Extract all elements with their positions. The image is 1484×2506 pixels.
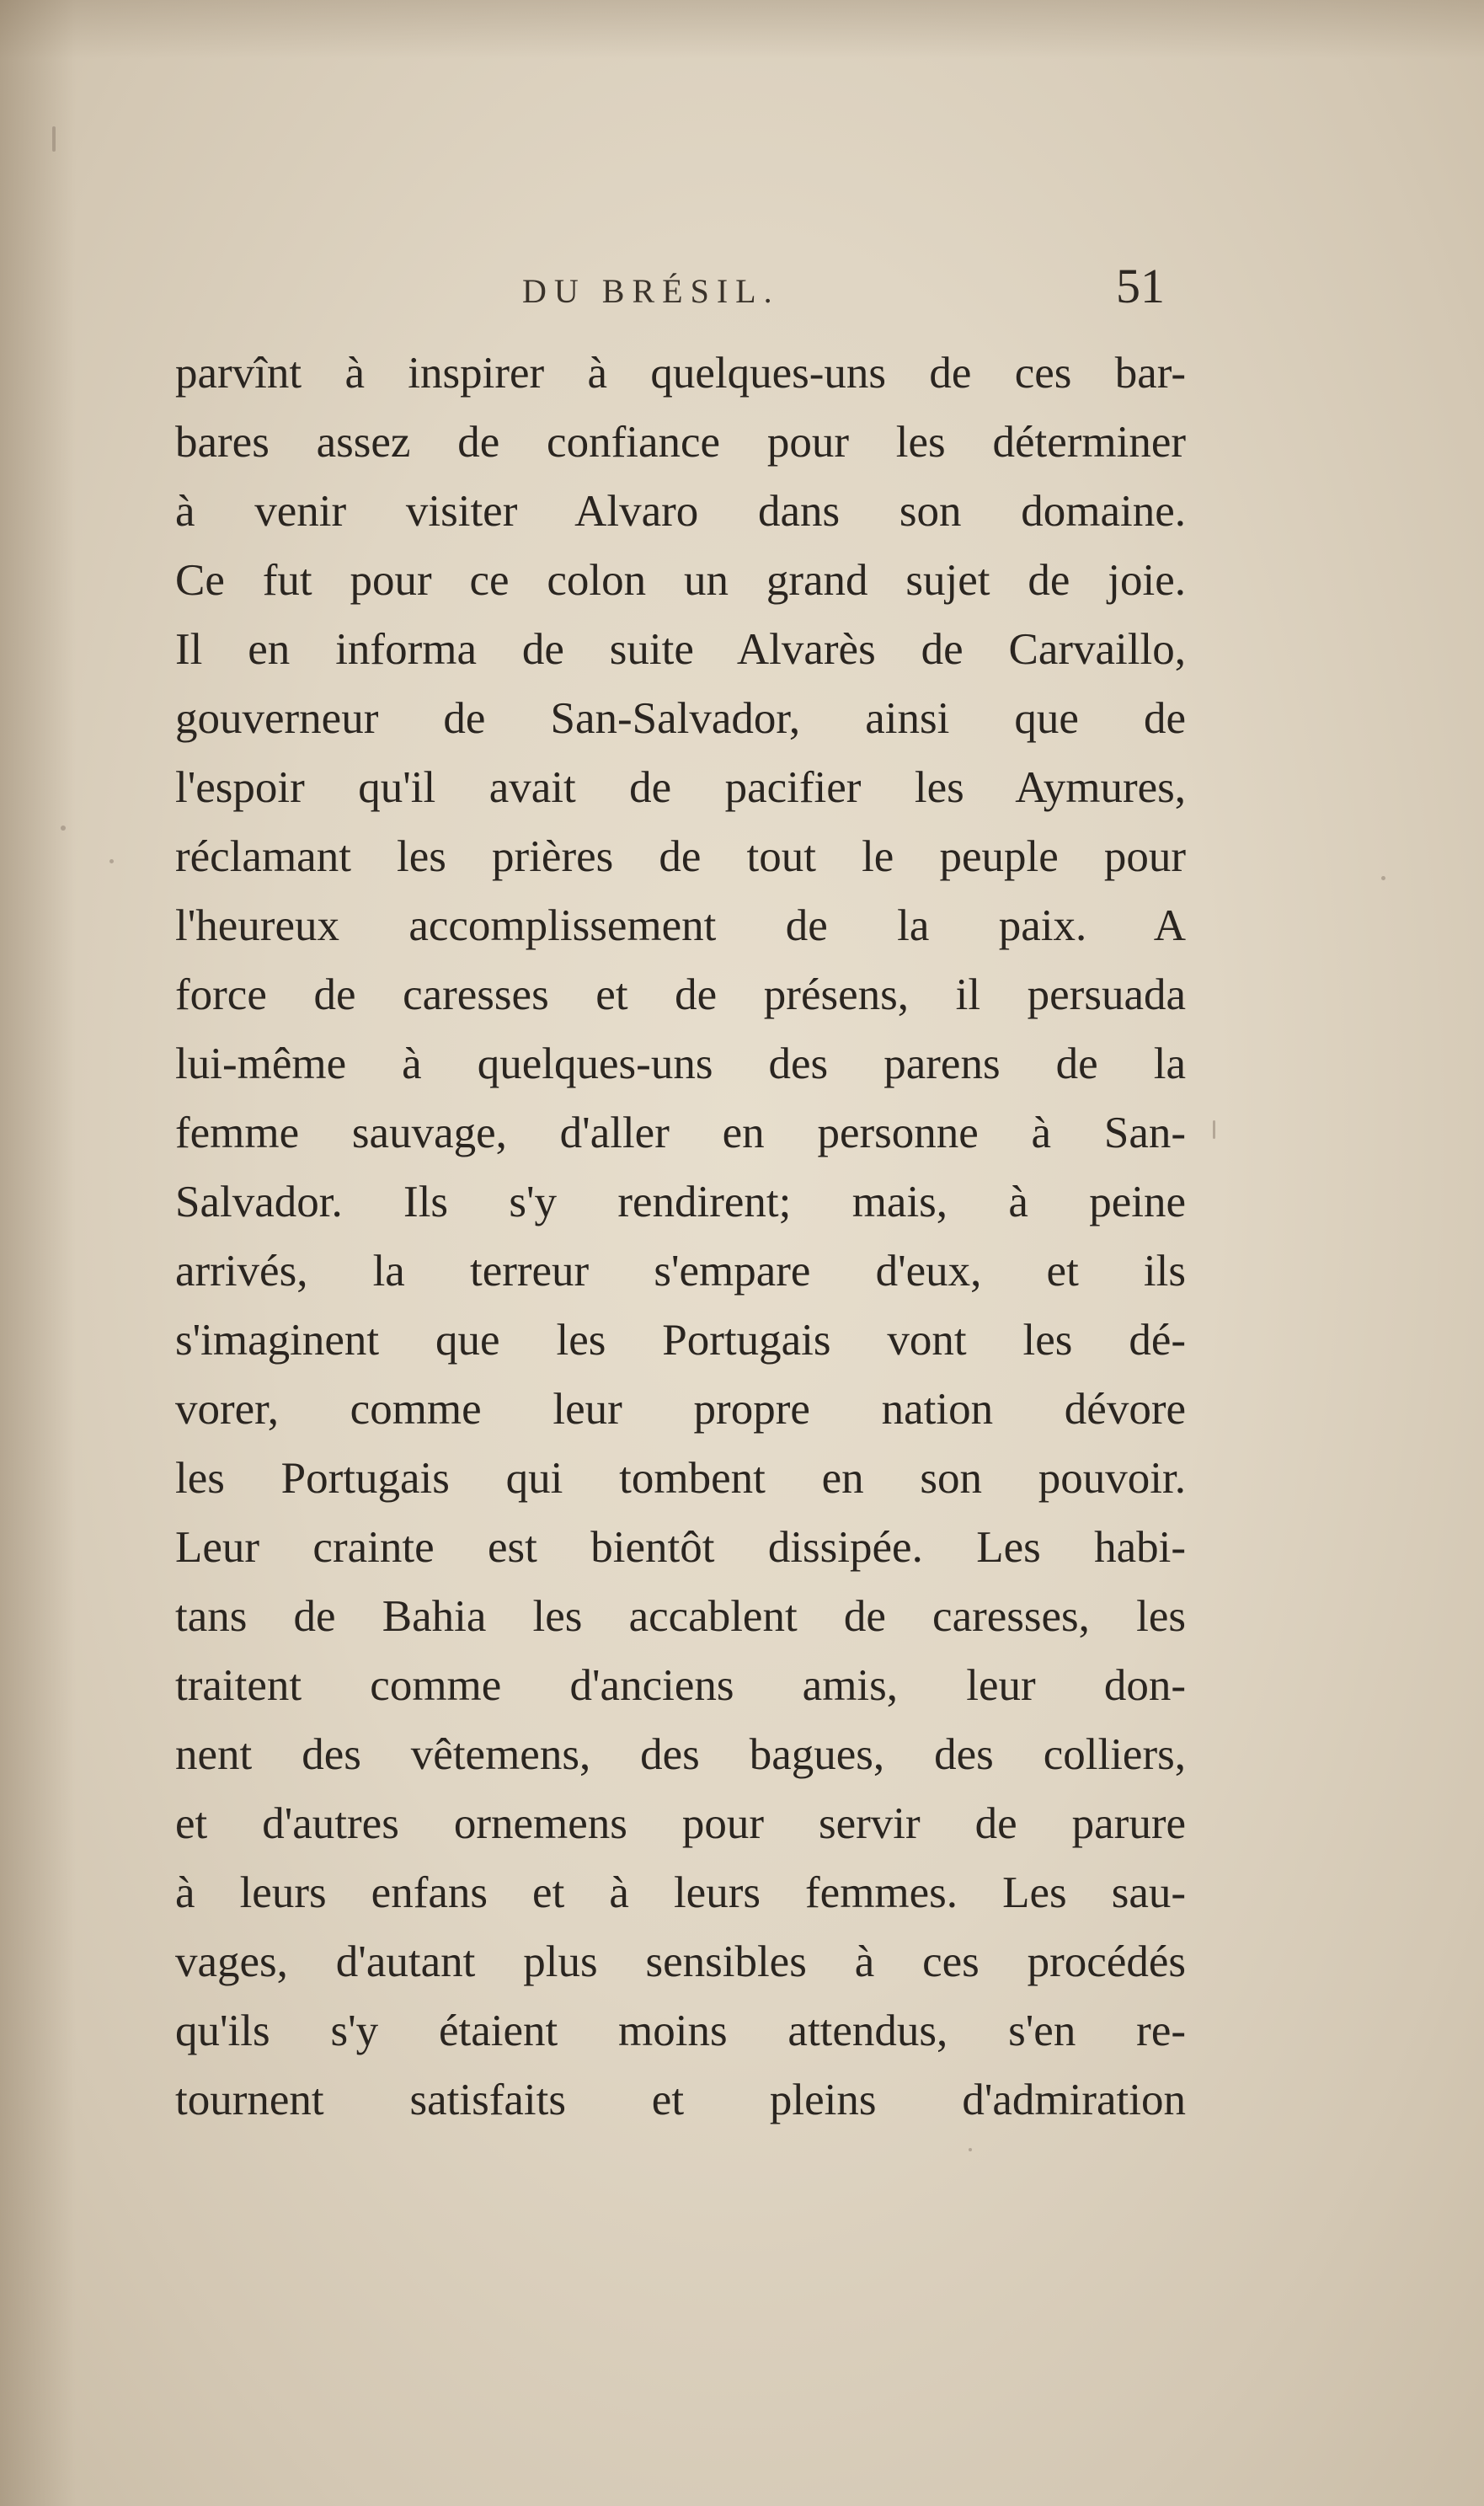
page-top-shadow	[0, 0, 1484, 59]
paper-speck	[109, 859, 114, 863]
text-line: qu'ils s'y étaient moins attendus, s'en re-	[175, 2006, 1186, 2055]
text-line: Leur crainte est bientôt dissipée. Les habi-	[175, 1523, 1186, 1572]
running-title: DU BRÉSIL.	[522, 272, 780, 310]
text-line: force de caresses et de présens, il persuada	[175, 970, 1186, 1019]
text-line: femme sauvage, d'aller en personne à San-	[175, 1109, 1186, 1157]
text-line: l'espoir qu'il avait de pacifier les Aymures,	[175, 763, 1186, 812]
text-line: arrivés, la terreur s'empare d'eux, et ils	[175, 1247, 1186, 1296]
text-line: nent des vêtemens, des bagues, des colliers,	[175, 1730, 1186, 1779]
paper-speck	[1381, 876, 1385, 880]
text-line: réclamant les prières de tout le peuple pour	[175, 832, 1186, 881]
paper-speck	[61, 826, 66, 831]
text-line: Salvador. Ils s'y rendirent; mais, à peine	[175, 1178, 1186, 1226]
text-line: vages, d'autant plus sensibles à ces procédés	[175, 1937, 1186, 1986]
text-line: tournent satisfaits et pleins d'admiration	[175, 2076, 1186, 2124]
text-line: et d'autres ornemens pour servir de parure	[175, 1799, 1186, 1848]
text-line: traitent comme d'anciens amis, leur don-	[175, 1661, 1186, 1710]
text-line: l'heureux accomplissement de la paix. A	[175, 901, 1186, 950]
text-line: lui-même à quelques-uns des parens de la	[175, 1039, 1186, 1088]
text-line: s'imaginent que les Portugais vont les dé-	[175, 1316, 1186, 1365]
text-line: parvînt à inspirer à quelques-uns de ces bar-	[175, 349, 1186, 398]
text-line: tans de Bahia les accablent de caresses, les	[175, 1592, 1186, 1641]
paper-speck	[52, 126, 56, 152]
body-text	[175, 339, 1186, 2135]
text-line: à venir visiter Alvaro dans son domaine.	[175, 487, 1186, 536]
text-line: bares assez de confiance pour les déterminer	[175, 418, 1186, 467]
paper-speck	[969, 2148, 972, 2151]
text-line: Ce fut pour ce colon un grand sujet de joie.	[175, 556, 1186, 605]
text-line: à leurs enfans et à leurs femmes. Les sau-	[175, 1868, 1186, 1917]
paper-speck	[1213, 1120, 1215, 1139]
page-number: 51	[1116, 259, 1165, 313]
text-line: vorer, comme leur propre nation dévore	[175, 1385, 1186, 1434]
running-head	[0, 253, 1484, 320]
page-edge-shadow	[0, 0, 76, 2506]
text-line: Il en informa de suite Alvarès de Carvaillo,	[175, 625, 1186, 674]
text-line: gouverneur de San-Salvador, ainsi que de	[175, 694, 1186, 743]
text-line: les Portugais qui tombent en son pouvoir.	[175, 1454, 1186, 1503]
